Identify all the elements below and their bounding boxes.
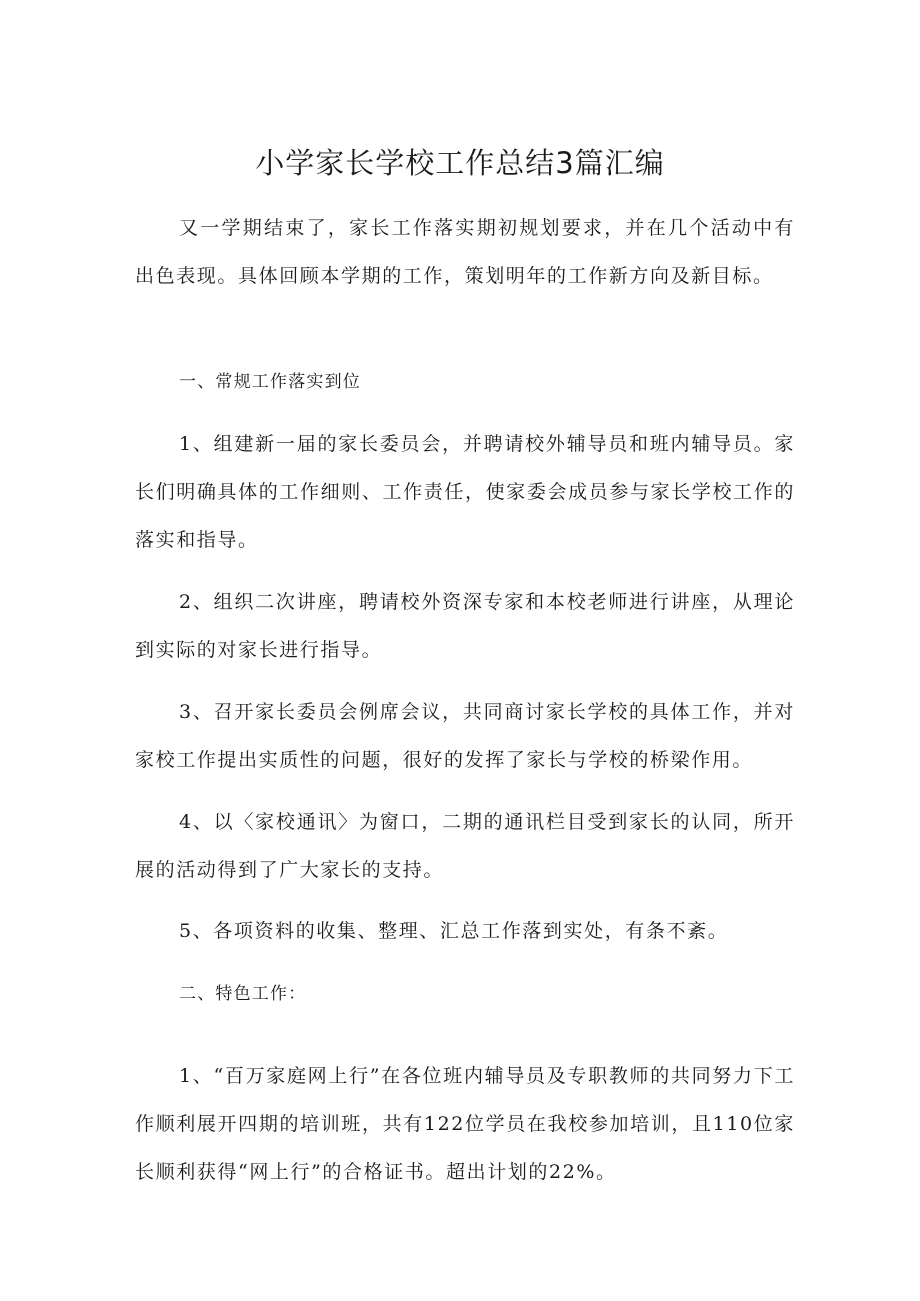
routine-item-3: 3、召开家长委员会例席会议，共同商讨家长学校的具体工作，并对家校工作提出实质性的问题，很好的发挥了家长与学校的桥梁作用。 <box>135 701 795 771</box>
document-title: 小学家长学校工作总结3篇汇编 <box>255 146 665 180</box>
intro-paragraph: 又一学期结束了，家长工作落实期初规划要求，并在几个活动中有出色表现。具体回顾本学期的工作，策划明年的工作新方向及新目标。 <box>135 217 795 287</box>
routine-item-4: 4、以〈家校通讯〉为窗口，二期的通讯栏目受到家长的认同，所开展的活动得到了广大家长的支持。 <box>135 811 795 881</box>
routine-item-2: 2、组织二次讲座，聘请校外资深专家和本校老师进行讲座，从理论到实际的对家长进行指导。 <box>135 591 795 661</box>
routine-item-5: 5、各项资料的收集、整理、汇总工作落到实处，有条不紊。 <box>179 920 729 942</box>
special-item-1: 1、“百万家庭网上行”在各位班内辅导员及专职教师的共同努力下工作顺利展开四期的培训班，共有122位学员在我校参加培训，且110位家长顺利获得“网上行”的合格证书。超出计划的22%。 <box>135 1065 795 1183</box>
routine-item-1: 1、组建新一届的家长委员会，并聘请校外辅导员和班内辅导员。家长们明确具体的工作细则、工作责任，使家委会成员参与家长学校工作的落实和指导。 <box>135 433 795 551</box>
section-heading-routine: 一、常规工作落实到位 <box>179 372 361 392</box>
section-heading-special: 二、特色工作： <box>179 984 307 1004</box>
